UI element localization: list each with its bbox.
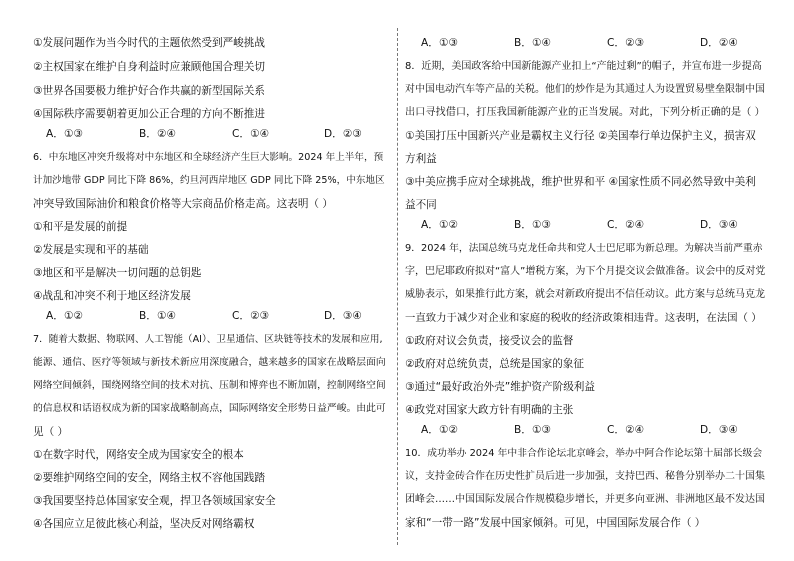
q9-choice-2: ②政府对总统负责，总统是国家的象征: [405, 358, 584, 370]
q8-choice-1-2: ①美国打压中国新兴产业是霸权主义行径 ②美国奉行单边保护主义，损害双: [405, 130, 756, 142]
q5-choice-1: ①发展问题作为当今时代的主题依然受到严峻挑战: [33, 37, 265, 49]
q7-stem-line-3: 网络空间倾斜，围绕网络空间的技术对抗、压制和博弈也不断加剧，控制网络空间: [33, 380, 386, 391]
q9-option-c[interactable]: C．②④: [607, 424, 644, 436]
q8-option-d[interactable]: D．③④: [700, 219, 738, 231]
q8-stem-line-1: 8．近期，美国政客给中国新能源产业扣上“产能过剩”的帽子，并宣布进一步提高: [405, 61, 762, 72]
q9-option-a[interactable]: A．①②: [421, 424, 458, 436]
q6-choice-4: ④战乱和冲突不利于地区经济发展: [33, 290, 191, 302]
q9-stem-line-2: 字，巴尼耶政府拟对“富人”增税方案，为下个月提交议会做准备。议会中的反对党: [405, 266, 766, 277]
q9-stem-line-4: 一直致力于减少对企业和家庭的税收的经济政策相违背。这表明，在法国（ ）: [405, 312, 762, 324]
q10-stem-line-4: 家和“一带一路”发展中国家倾斜。可见，中国国际发展合作（ ）: [405, 517, 706, 529]
q7-option-b[interactable]: B．①④: [514, 37, 551, 49]
q6-stem-line-1: 6．中东地区冲突升级将对中东地区和全球经济产生巨大影响。2024 年上半年，预: [33, 152, 384, 163]
q8-options: [421, 218, 781, 232]
q8-choice-3-4: ③中美应携手应对全球挑战，维护世界和平 ④国家性质不同必然导致中美利: [405, 176, 756, 188]
q5-choice-3: ③世界各国要极力维护好合作共赢的新型国际关系: [33, 85, 265, 97]
q5-choice-2: ②主权国家在维护自身利益时应兼顾他国合理关切: [33, 61, 265, 73]
q8-choice-4-cont: 益不同: [405, 199, 437, 211]
q9-stem-line-1: 9．2024 年，法国总统马克龙任命共和党人士巴尼耶为新总理。为解决当前严重赤: [405, 243, 763, 254]
q10-stem-line-1: 10．成功举办 2024 年中非合作论坛北京峰会，举办中阿合作论坛第十届部长级会: [405, 448, 763, 459]
q9-option-d[interactable]: D．③④: [700, 424, 738, 436]
q7-option-a[interactable]: A．①③: [421, 37, 458, 49]
q7-option-d[interactable]: D．②④: [700, 37, 738, 49]
q6-option-a[interactable]: A．①②: [46, 310, 83, 322]
q9-options: [421, 423, 781, 437]
q6-option-d[interactable]: D．③④: [324, 310, 362, 322]
q6-stem-line-2: 计加沙地带 GDP 同比下降 86%，约旦河西岸地区 GDP 同比下降 25%，中东地区: [33, 175, 385, 186]
q7-stem-line-4: 的信息权和话语权成为新的国家战略制高点，国际网络安全形势日益严峻。由此可: [33, 403, 386, 414]
q5-option-c[interactable]: C．①④: [232, 128, 269, 140]
q6-choice-3: ③地区和平是解决一切问题的总钥匙: [33, 267, 202, 279]
q10-stem-line-3: 团峰会……中国国际发展合作规模稳步增长，并更多向亚洲、非洲地区最不发达国: [405, 494, 765, 505]
q9-option-b[interactable]: B．①③: [514, 424, 551, 436]
q9-choice-3: ③通过“最好政治外壳”维护资产阶级利益: [405, 381, 595, 393]
q6-option-b[interactable]: B．①④: [139, 310, 176, 322]
q5-choice-4: ④国际秩序需要朝着更加公正合理的方向不断推进: [33, 108, 265, 120]
q8-stem-line-2: 对中国电动汽车等产品的关税。他们的炒作是为其通过人为设置贸易壁垒限制中国: [405, 84, 765, 95]
q8-option-c[interactable]: C．②④: [607, 219, 644, 231]
q6-choice-2: ②发展是实现和平的基础: [33, 244, 149, 256]
q6-options: [46, 309, 401, 323]
q7-stem-line-5: 见（ ）: [33, 426, 69, 438]
q8-stem-line-3: 出口寻找借口，打压我国新能源产业的正当发展。对此，下列分析正确的是（ ）: [405, 107, 765, 118]
q6-choice-1: ①和平是发展的前提: [33, 221, 128, 233]
q7-choice-2: ②要维护网络空间的安全，网络主权不容他国践踏: [33, 472, 265, 484]
q6-option-c[interactable]: C．②③: [232, 310, 269, 322]
q9-stem-line-3: 威胁表示，如果推行此方案，就会对新政府提出不信任动议。此方案与总统马克龙: [405, 289, 765, 300]
q8-option-b[interactable]: B．①③: [514, 219, 551, 231]
right-column: [405, 0, 765, 561]
q5-option-d[interactable]: D．②③: [324, 128, 362, 140]
column-divider: [397, 28, 398, 545]
q9-choice-1: ①政府对议会负责，接受议会的监督: [405, 335, 574, 347]
q7-option-c[interactable]: C．②③: [607, 37, 644, 49]
q6-stem-line-3: 冲突导致国际油价和粮食价格等大宗商品价格走高。这表明（ ）: [33, 198, 333, 210]
q5-option-a[interactable]: A．①③: [46, 128, 83, 140]
q8-option-a[interactable]: A．①②: [421, 219, 458, 231]
left-column: [33, 0, 388, 561]
q7-stem-line-1: 7．随着大数据、物联网、人工智能（AI）、卫星通信、区块链等技术的发展和应用,: [33, 334, 383, 345]
q9-choice-4: ④政党对国家大政方针有明确的主张: [405, 404, 574, 416]
q7-choice-3: ③我国要坚持总体国家安全观，捍卫各领域国家安全: [33, 495, 276, 507]
q10-stem-line-2: 议，支持金砖合作在历史性扩员后进一步加强，支持巴西、秘鲁分别举办二十国集: [405, 471, 765, 482]
q7-stem-line-2: 能源、通信、医疗等领域与新技术新应用深度融合，越来越多的国家在战略层面向: [33, 357, 386, 368]
q5-option-b[interactable]: B．②④: [139, 128, 176, 140]
q7-choice-4: ④各国应立足彼此核心利益，坚决反对网络霸权: [33, 518, 255, 530]
q5-options: [46, 127, 401, 141]
q8-choice-2-cont: 方利益: [405, 153, 437, 165]
q7-options: [421, 36, 781, 50]
q7-choice-1: ①在数字时代，网络安全成为国家安全的根本: [33, 449, 244, 461]
